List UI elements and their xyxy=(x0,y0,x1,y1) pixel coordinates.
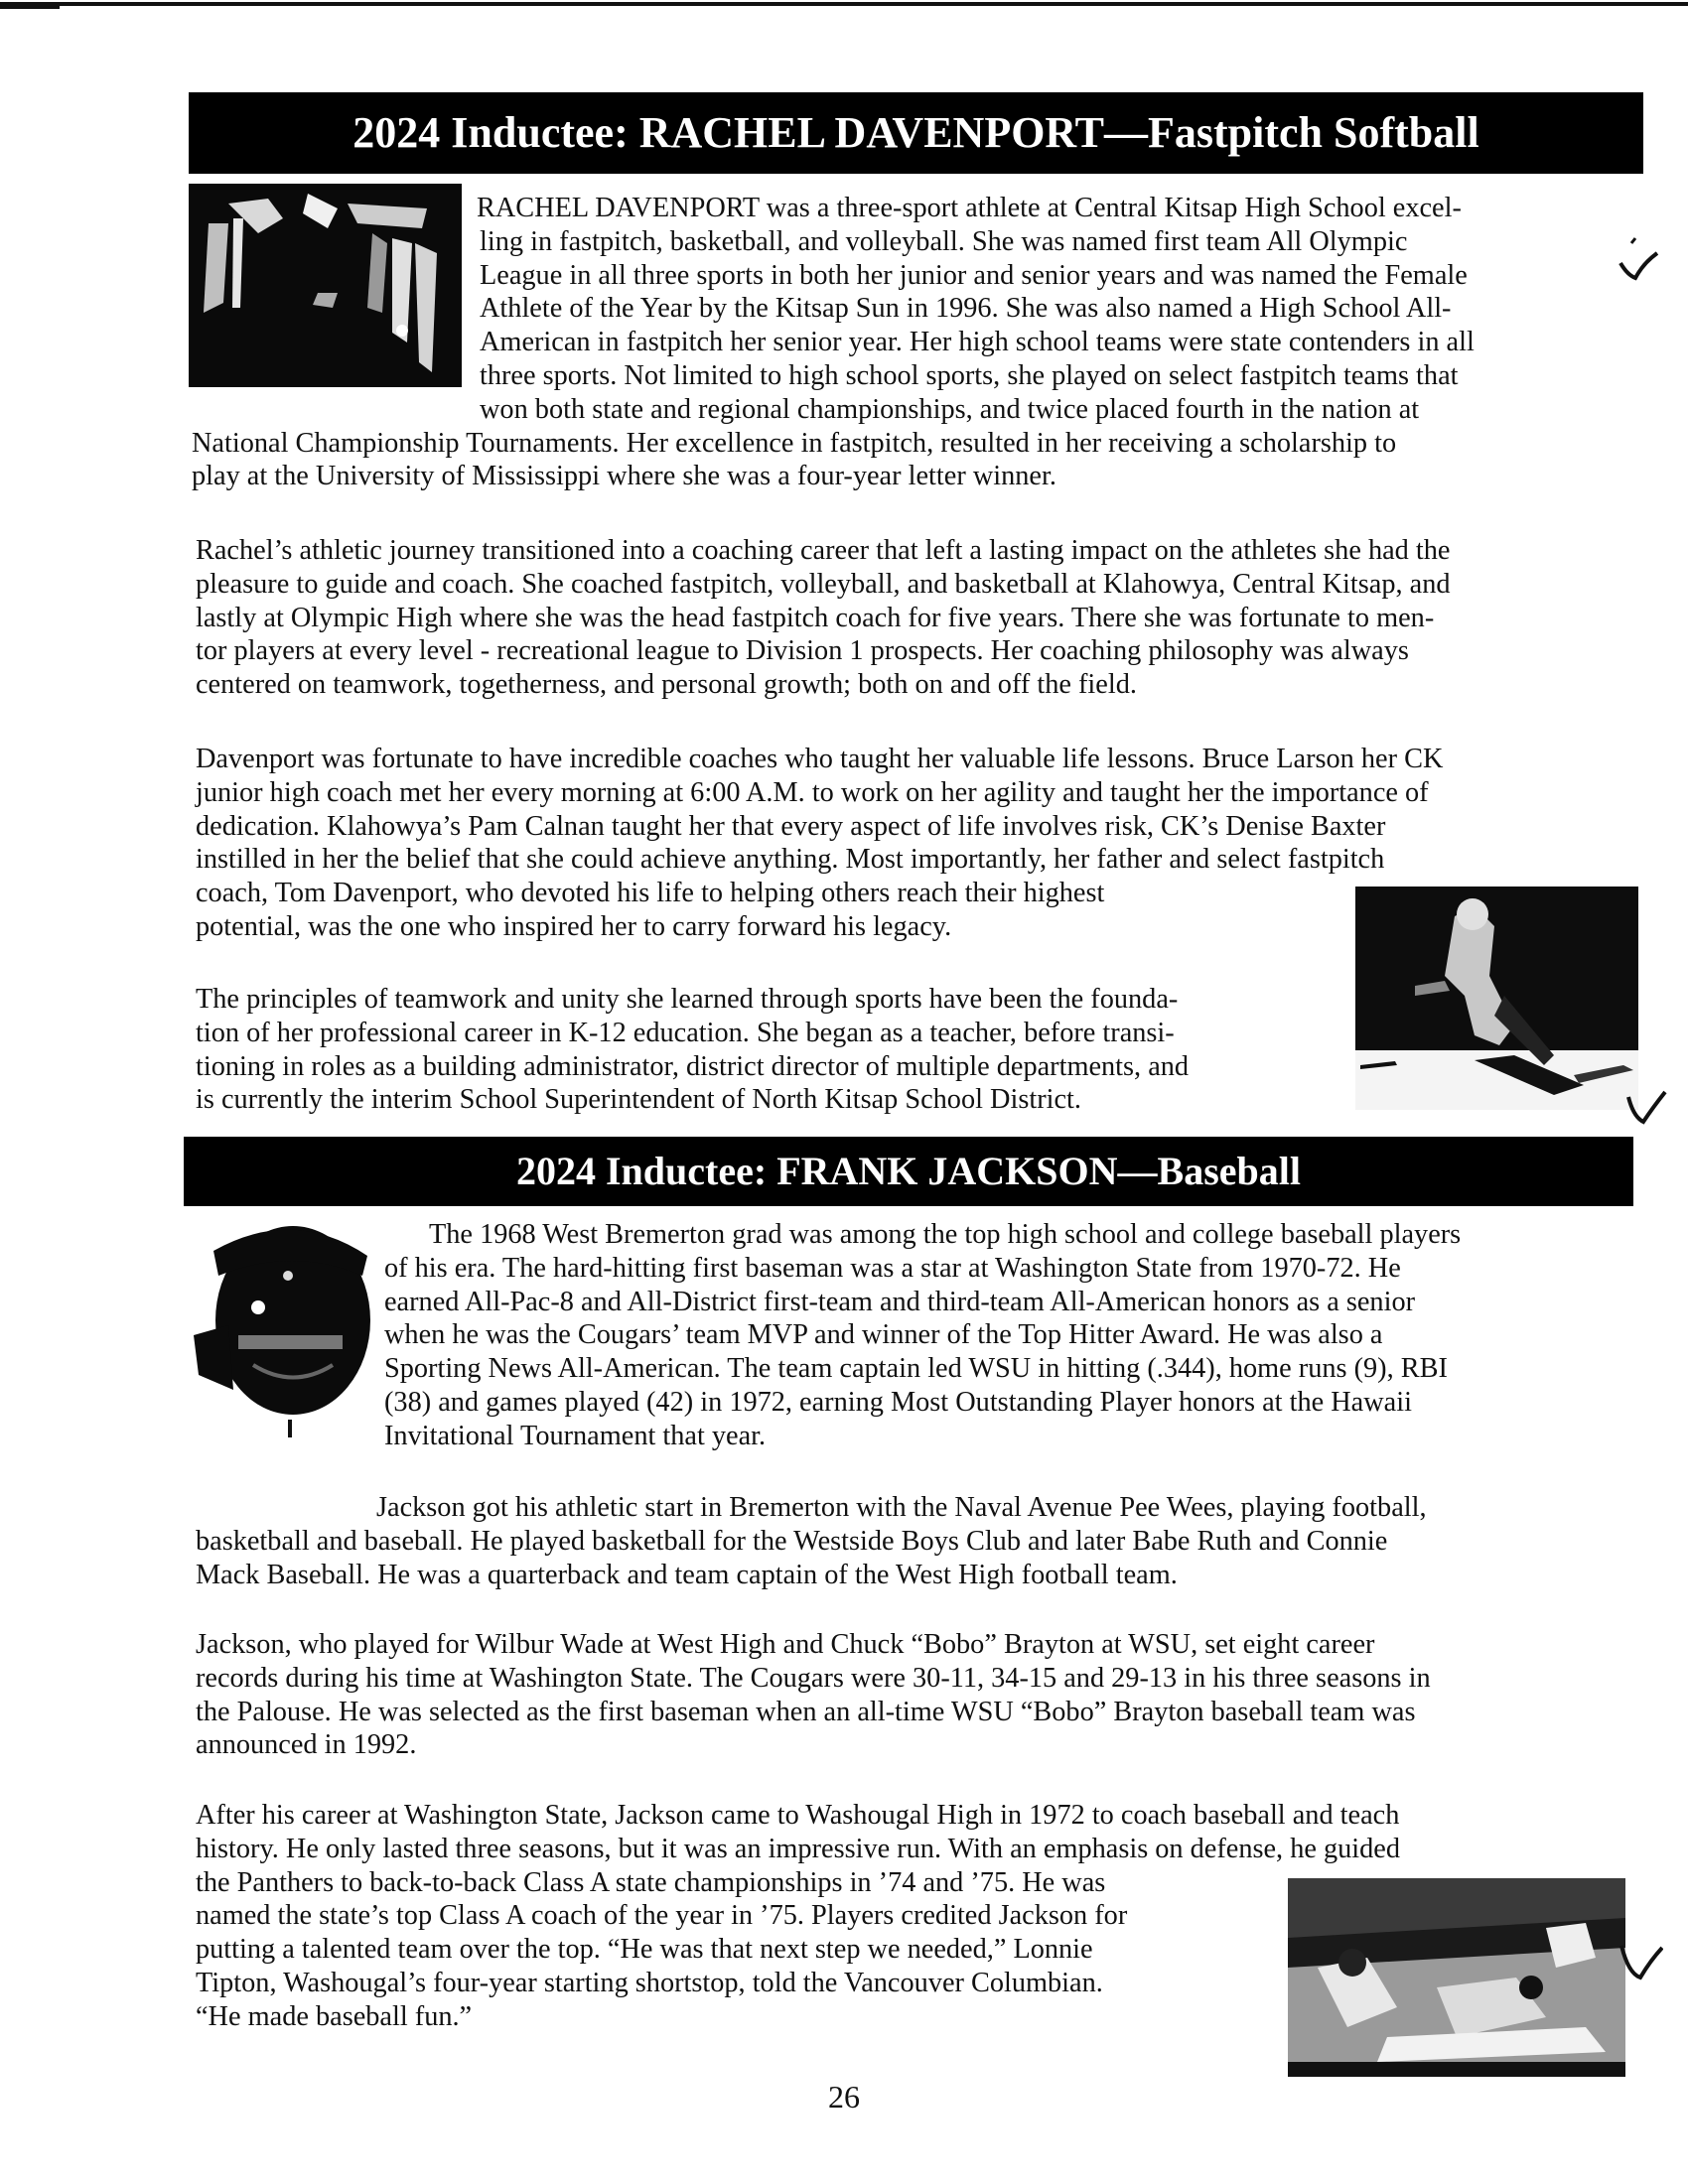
text-line: the Palouse. He was selected as the first baseman when an all-time WSU “Bobo” Brayton baseball team was xyxy=(196,1696,1416,1727)
text-line: National Championship Tournaments. Her excellence in fastpitch, resulted in her receiving a scholarship to xyxy=(192,427,1397,459)
text-line: putting a talented team over the top. “He was that next step we needed,” Lonnie xyxy=(196,1934,1093,1966)
section-heading-davenport: 2024 Inductee: RACHEL DAVENPORT—Fastpitch Softball xyxy=(189,92,1643,174)
text-line: Sporting News All-American. The team captain led WSU in hitting (.344), home runs (9), RBI xyxy=(384,1353,1448,1385)
text-line: play at the University of Mississippi where she was a four-year letter winner. xyxy=(192,461,1056,492)
checkmark-icon xyxy=(1618,1936,1663,1995)
text-line: Mack Baseball. He was a quarterback and team captain of the West High football team. xyxy=(196,1559,1178,1590)
text-line: “He made baseball fun.” xyxy=(196,2000,473,2032)
section-heading-jackson: 2024 Inductee: FRANK JACKSON—Baseball xyxy=(184,1137,1633,1206)
jackson-action-photo xyxy=(1288,1878,1625,2077)
text-line: (38) and games played (42) in 1972, earning Most Outstanding Player honors at the Hawaii xyxy=(384,1386,1412,1418)
text-line: tioning in roles as a building administrator, district director of multiple departments, and xyxy=(196,1050,1190,1082)
jackson-paragraph-3 xyxy=(196,1628,1645,1762)
text-line: potential, was the one who inspired her to carry forward his legacy. xyxy=(196,910,952,942)
davenport-paragraph-1 xyxy=(194,192,1633,493)
text-line: lastly at Olympic High where she was the head fastpitch coach for five years. There she was fortunate to men- xyxy=(196,602,1435,633)
jackson-portrait-photo xyxy=(184,1216,377,1459)
text-line: coach, Tom Davenport, who devoted his life to helping others reach their highest xyxy=(196,878,1105,909)
text-line: After his career at Washington State, Jackson came to Washougal High in 1972 to coach baseball and teach xyxy=(196,1800,1400,1831)
text-line: of his era. The hard-hitting first baseman was a star at Washington State from 1970-72. He xyxy=(384,1252,1401,1284)
text-line: Rachel’s athletic journey transitioned into a coaching career that left a lasting impact on the athletes she had the xyxy=(196,535,1451,566)
text-line: three sports. Not limited to high school sports, she played on select fastpitch teams that xyxy=(480,359,1459,391)
text-line: won both state and regional championships, and twice placed fourth in the nation at xyxy=(480,393,1420,425)
text-line: League in all three sports in both her junior and senior years and was named the Female xyxy=(480,259,1468,291)
text-line: is currently the interim School Superintendent of North Kitsap School District. xyxy=(196,1084,1081,1116)
text-line: Invitational Tournament that year. xyxy=(384,1420,767,1451)
jackson-paragraph-2 xyxy=(196,1491,1645,1591)
text-line: records during his time at Washington State. The Cougars were 30-11, 34-15 and 29-13 in his three seasons in xyxy=(196,1662,1431,1694)
checkmark-icon xyxy=(1616,233,1660,293)
text-line: dedication. Klahowya’s Pam Calnan taught her that every aspect of life involves risk, CK’s Denise Baxter xyxy=(196,810,1386,842)
text-line: Jackson, who played for Wilbur Wade at West High and Chuck “Bobo” Brayton at WSU, set eight career xyxy=(196,1629,1375,1660)
text-line: the Panthers to back-to-back Class A state championships in ’74 and ’75. He was xyxy=(196,1866,1106,1898)
text-line: instilled in her the belief that she could achieve anything. Most importantly, her father and select fastpitch xyxy=(196,844,1385,876)
text-line: basketball and baseball. He played basketball for the Westside Boys Club and later Babe Ruth and Connie xyxy=(196,1525,1388,1557)
davenport-paragraph-2 xyxy=(196,534,1645,702)
text-line: tion of her professional career in K-12 education. She began as a teacher, before transi- xyxy=(196,1017,1175,1048)
photo-softball-action-icon xyxy=(1355,887,1638,1110)
text-line: Tipton, Washougal’s four-year starting shortstop, told the Vancouver Columbian. xyxy=(196,1967,1103,1998)
photo-portrait-icon xyxy=(184,1216,377,1459)
text-line: announced in 1992. xyxy=(196,1729,417,1761)
photo-baseball-action-icon xyxy=(1288,1878,1625,2077)
jackson-paragraph-1 xyxy=(384,1218,1645,1453)
scan-mark xyxy=(0,6,60,9)
top-rule xyxy=(0,2,1688,6)
text-line: pleasure to guide and coach. She coached fastpitch, volleyball, and basketball at Klahowya, Central Kitsap, and xyxy=(196,568,1451,600)
text-line: Davenport was fortunate to have incredible coaches who taught her valuable life lessons. Bruce Larson her CK xyxy=(196,744,1444,774)
page-number: 26 xyxy=(828,2079,860,2115)
text-line: tor players at every level - recreational league to Division 1 prospects. Her coaching philosophy was always xyxy=(196,635,1409,667)
davenport-action-photo xyxy=(1355,887,1638,1110)
text-line: The 1968 West Bremerton grad was among the top high school and college baseball players xyxy=(429,1219,1462,1250)
text-line: Athlete of the Year by the Kitsap Sun in 1996. She was also named a High School All- xyxy=(480,293,1452,325)
text-line: junior high coach met her every morning at 6:00 A.M. to work on her agility and taught her the importance of xyxy=(196,776,1429,808)
text-line: earned All-Pac-8 and All-District first-team and third-team All-American honors as a senior xyxy=(384,1286,1416,1317)
text-line: when he was the Cougars’ team MVP and winner of the Top Hitter Award. He was also a xyxy=(384,1319,1383,1351)
text-line: The principles of teamwork and unity she learned through sports have been the founda- xyxy=(196,984,1179,1015)
text-line: RACHEL DAVENPORT was a three-sport athlete at Central Kitsap High School excel- xyxy=(477,193,1462,223)
text-line: ling in fastpitch, basketball, and volleyball. She was named first team All Olympic xyxy=(480,225,1408,257)
text-line: Jackson got his athletic start in Bremerton with the Naval Avenue Pee Wees, playing football, xyxy=(376,1492,1427,1523)
davenport-paragraph-4 xyxy=(196,983,1367,1117)
text-line: named the state’s top Class A coach of the year in ’75. Players credited Jackson for xyxy=(196,1900,1128,1932)
text-line: American in fastpitch her senior year. Her high school teams were state contenders in all xyxy=(480,327,1475,358)
text-line: centered on teamwork, togetherness, and personal growth; both on and off the field. xyxy=(196,669,1137,701)
text-line: history. He only lasted three seasons, but it was an impressive run. With an emphasis on defense, he guided xyxy=(196,1833,1401,1864)
checkmark-icon xyxy=(1623,1082,1668,1142)
